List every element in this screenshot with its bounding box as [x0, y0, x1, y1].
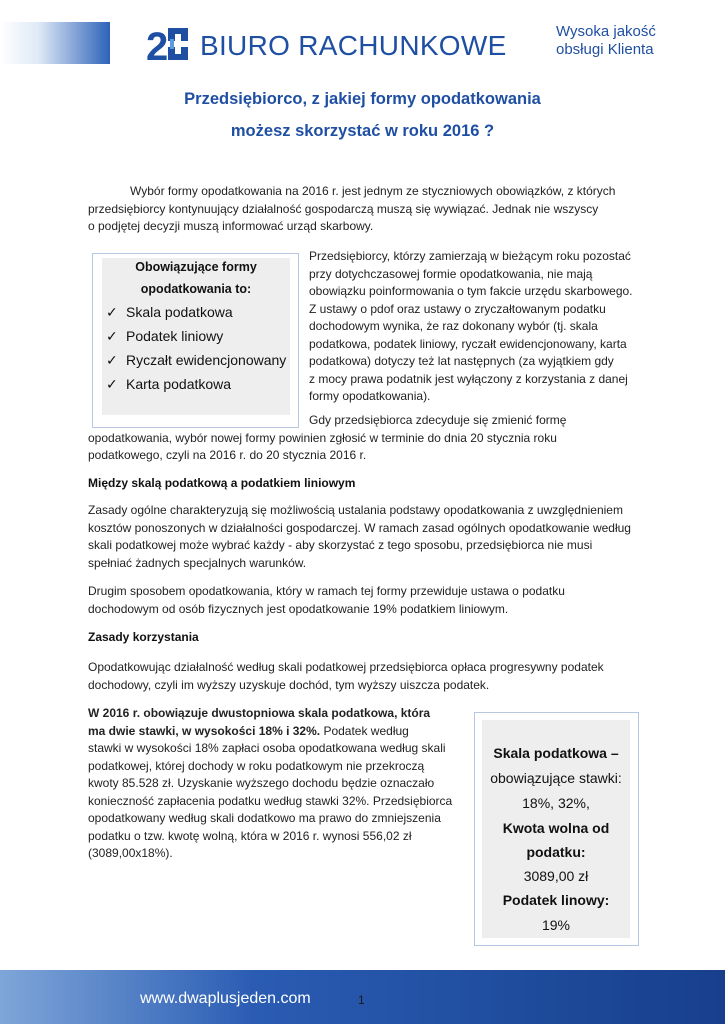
section-heading-rules: Zasady korzystania: [88, 630, 199, 644]
rates-box-line: Podatek linowy:: [502, 892, 610, 908]
right-line: formy opodatkowania).: [309, 389, 431, 403]
right-line: przy dotychczasowej formie opodatkowania, nie mają: [309, 266, 593, 281]
section2-bold-line: W 2016 r. obowiązuje dwustopniowa skala podatkowa, która: [88, 706, 431, 720]
intro-line-3: o podjętej decyzji muszą informować urząd skarbowy.: [88, 219, 374, 233]
section2-bold-line: ma dwie stawki, w wysokości 18% i 32%.: [88, 723, 321, 738]
rates-box-line: podatku:: [526, 844, 586, 860]
section1-paragraph-1: [88, 502, 638, 572]
section2-line: dochodowy, czyli im wyższy uzyskuje dochód, tym wyższy uiszcza podatek.: [88, 677, 490, 692]
svg-text:2: 2: [146, 25, 169, 64]
quality-slogan: [556, 23, 656, 59]
section1-line: dochodowym od osób fizycznych jest opodatkowanie 19% podatkiem liniowym.: [88, 601, 509, 616]
forms-box-title-1: Obowiązujące formy: [135, 260, 257, 274]
change-paragraph: [88, 430, 638, 465]
intro-line-1: Wybór formy opodatkowania na 2016 r. jest jednym ze styczniowych obowiązków, z których: [130, 184, 616, 198]
forms-box-title-2: opodatkowania to:: [140, 282, 252, 296]
section2-line: opodatkowany według skali dodatkowo ma prawo do zmniejszenia: [88, 811, 441, 825]
rates-box-line: 3089,00 zł: [523, 868, 589, 884]
intro-paragraph: [88, 183, 638, 236]
page-title-line-2: możesz skorzystać w roku 2016 ?: [230, 122, 495, 140]
change-line-1: Gdy przedsiębiorca zdecyduje się zmienić formę: [309, 413, 567, 427]
section2-line: Opodatkowując działalność według skali podatkowej przedsiębiorca opłaca progresywny podatek: [88, 660, 604, 674]
section1-paragraph-2: [88, 583, 638, 618]
checkmark-icon: ✓: [106, 304, 118, 320]
checkmark-icon: ✓: [106, 352, 118, 368]
section2-line: kwoty 85.528 zł. Uzyskanie wyższego dochodu będzie oznaczało: [88, 776, 435, 790]
checkmark-icon: ✓: [106, 376, 118, 392]
quality-line-1: Wysoka jakość: [556, 23, 656, 40]
rates-box-line: 18%, 32%,: [522, 795, 590, 811]
section1-line: Zasady ogólne charakteryzują się możliwością ustalania podstawy opodatkowania z uwzględnieniem: [88, 503, 623, 517]
right-line: podatkowa) dotyczy też lat następnych (za wyjątkiem gdy: [309, 354, 614, 368]
forms-list-item: ✓ Podatek liniowy: [106, 328, 224, 344]
rates-box-line: Skala podatkowa –: [493, 745, 619, 761]
right-line: Przedsiębiorcy, którzy zamierzają w bieżącym roku pozostać: [309, 249, 631, 263]
section2-line: podatku o tzw. kwotę wolną, która w 2016 r. wynosi 556,02 zł: [88, 828, 412, 843]
page-number: 1: [358, 993, 365, 1007]
checkmark-icon: ✓: [106, 328, 118, 344]
right-line: obowiązku poinformowania o tym fakcie urzędu skarbowego.: [309, 284, 633, 298]
right-line: dochodowym wynika, że raz dokonany wybór (tj. skala: [309, 319, 598, 333]
section1-line: kosztów ponoszonych w działalności gospodarczej. W ramach zasad ogólnych opodatkowanie według: [88, 520, 631, 535]
right-line: Z ustawy o pdof oraz ustawy o zryczałtowanym podatku: [309, 301, 606, 316]
logo-mark-icon: [146, 24, 192, 64]
forms-list-item: ✓ Karta podatkowa: [106, 376, 232, 392]
forms-list-item: ✓ Ryczałt ewidencjonowany: [106, 352, 287, 368]
section2-line: (3089,00x18%).: [88, 846, 173, 860]
section2-line: podatkowej, której dochody w roku podatkowym nie przekroczą: [88, 758, 425, 773]
intro-line-2: przedsiębiorcy kontynuujący działalność gospodarczą muszą się wywiązać. Jednak nie wszyscy: [88, 201, 599, 216]
quality-line-2: obsługi Klienta: [556, 41, 654, 58]
section1-line: skali podatkowej może wybrać każdy - aby skorzystać z tego sposobu, przedsiębiorca nie musi: [88, 538, 593, 552]
section2-paragraph-2: [88, 705, 462, 863]
section2-line-rest: Podatek według: [320, 723, 409, 738]
right-line: z mocy prawa podatnik jest wyłączony z korzystania z danej: [309, 371, 628, 386]
right-line: podatkowa, podatek liniowy, ryczałt ewidencjonowany, karta: [309, 336, 627, 351]
change-line-2: opodatkowania, wybór nowej formy powinien zgłosić w terminie do dnia 20 stycznia roku: [88, 430, 557, 445]
rates-box-line: Kwota wolna od: [502, 820, 610, 836]
section1-line: spełniać żadnych specjalnych warunków.: [88, 555, 307, 570]
footer-url-link[interactable]: www.dwaplusjeden.com: [140, 990, 311, 1007]
header-gradient-band: [0, 22, 110, 64]
section2-line: stawki w wysokości 18% zapłaci osoba opodatkowana według skali: [88, 741, 446, 755]
section2-paragraph-1: [88, 659, 638, 694]
rates-box-line: 19%: [541, 917, 571, 933]
forms-list-item: ✓ Skala podatkowa: [106, 304, 233, 320]
section2-line: konieczność zapłacenia podatku według stawki 32%. Przedsiębiorca: [88, 793, 453, 808]
section1-line: Drugim sposobem opodatkowania, który w ramach tej formy przewiduje ustawa o podatku: [88, 584, 565, 598]
logo-text: BIURO RACHUNKOWE: [200, 30, 507, 61]
right-paragraph: [309, 248, 638, 406]
page-title-line-1: Przedsiębiorco, z jakiej formy opodatkowania: [184, 90, 541, 108]
change-line-3: podatkowego, czyli na 2016 r. do 20 stycznia 2016 r.: [88, 448, 367, 462]
rates-box-line: obowiązujące stawki:: [490, 770, 622, 786]
section2-mixed-line: [88, 723, 462, 741]
section-heading-tax-scale: Między skalą podatkową a podatkiem liniowym: [88, 476, 356, 490]
